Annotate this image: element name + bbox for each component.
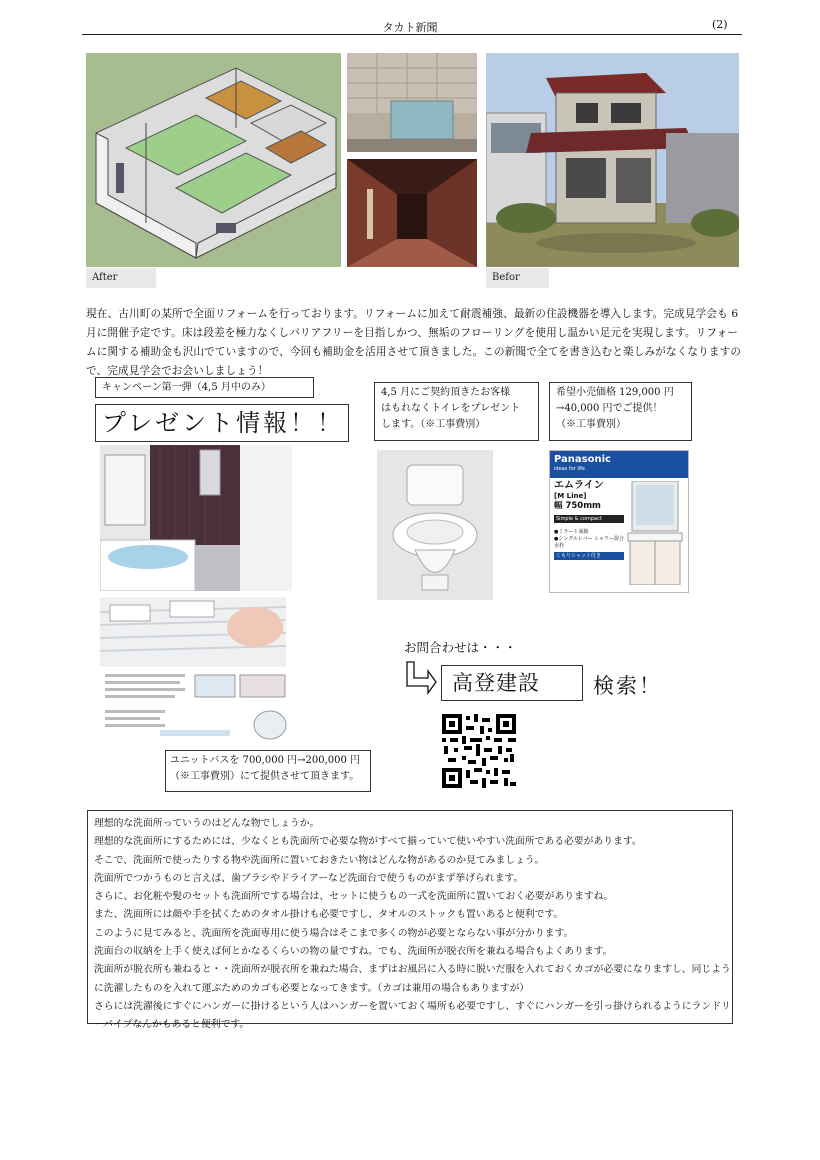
present-headline-box bbox=[95, 404, 349, 442]
feature-antifog: くもりシャット付き bbox=[554, 552, 624, 560]
brand-logo: Panasonic bbox=[554, 454, 611, 465]
campaign-label: キャンペーン第一弾（4,5 月中のみ） bbox=[102, 382, 271, 393]
bath-offer-line1: ユニットバスを 700,000 円→200,000 円 bbox=[170, 755, 361, 766]
qr-code[interactable] bbox=[442, 714, 516, 788]
vanity-offer-box bbox=[549, 382, 692, 441]
feature-mirror: ●ミラー１面鏡 bbox=[554, 529, 589, 535]
toilet-offer-line3: します。（※工事費別） bbox=[381, 419, 486, 430]
header-divider bbox=[82, 34, 742, 35]
company-name-box[interactable] bbox=[441, 665, 583, 701]
feature-faucet: ●シングルレバー シャワー混合水栓 bbox=[554, 536, 625, 549]
contact-label: お問合わせは・・・ bbox=[404, 640, 517, 655]
newspaper-title: タカト新聞 bbox=[382, 21, 438, 34]
product-model: [M Line] bbox=[554, 492, 587, 500]
article-line: さらには洗濯後にすぐにハンガーに掛けるという人はハンガーを置いておく場所も必要ですし、すぐにハンガーを引っ掛けられるようにランドリーパイプなんかもあると便利です。 bbox=[94, 1000, 731, 1031]
article-line: 理想的な洗面所っていうのはどんな物でしょうか。 bbox=[94, 818, 320, 829]
article-line: 理想的な洗面所にするためには、少なくとも洗面所で必要な物がすべて揃っていて使いやすい洗面所である必要があります。 bbox=[94, 836, 642, 848]
product-width: 幅 750mm bbox=[554, 501, 601, 511]
article-line: このように見てみると、洗面所を洗面専用に使う場合はそこまで多くの物が必要とならない事が分かります。 bbox=[94, 927, 574, 939]
search-label: 検索！ bbox=[593, 674, 662, 698]
page-number: (2) bbox=[712, 18, 728, 31]
old-hallway-photo bbox=[347, 159, 477, 267]
bath-offer-line2: （※工事費別）にて提供させて頂きます。 bbox=[170, 771, 360, 782]
vanity-catalog bbox=[549, 450, 689, 593]
campaign-label-box bbox=[95, 377, 314, 398]
article-line: そこで、洗面所で使ったりする物や洗面所に置いておきたい物はどんな物があるのか見てみましょう。 bbox=[94, 854, 545, 866]
bath-offer-box bbox=[165, 750, 371, 792]
toilet-offer-line2: はもれなくトイレをプレゼント bbox=[381, 403, 521, 414]
vanity-offer-line1: 希望小売価格 129,000 円 bbox=[556, 387, 674, 398]
unit-bath-image bbox=[100, 445, 292, 591]
product-badge: Simple & compact bbox=[554, 515, 624, 523]
present-headline: プレゼント情報！！ bbox=[102, 409, 345, 437]
bath-floor-detail-image bbox=[100, 597, 286, 667]
intro-paragraph: 現在、古川町の某所で全面リフォームを行っております。リフォームに加えて耐震補強、最新の住設機器を導入します。完成見学会も 6 月に開催予定です。床は段差を極力なくしバリアフリーを目指しかつ、無垢のフローリングを使用し温かい足元を実現します。リフォームに関する補助金も沢山でていますので、今回も補助金を活用させて頂きました。この新聞で全てを書き込むと楽しみがなくなりますので、完成見学会でお会いしましょう！ bbox=[86, 308, 742, 377]
toilet-offer-box bbox=[374, 382, 539, 441]
bath-feature-diagram bbox=[100, 670, 292, 745]
article-line: 洗面所でつかうものと言えば、歯ブラシやドライアーなど洗面台で使うものがまず挙げられます。 bbox=[94, 872, 524, 884]
old-bathroom-photo bbox=[347, 53, 477, 152]
product-name: エムライン bbox=[554, 480, 604, 491]
article-line: さらに、お化粧や髪のセットも洗面所でする場合は、セットに使うもの一式を洗面所に置いておく必要がありますね。 bbox=[94, 891, 614, 903]
house-exterior-photo bbox=[486, 53, 739, 267]
arrow-icon bbox=[404, 660, 438, 696]
before-caption: Befor bbox=[486, 268, 549, 288]
toilet-image bbox=[377, 450, 493, 600]
article-line: 洗面所が脱衣所も兼ねると・・洗面所が脱衣所を兼ねた場合、まずはお風呂に入る時に脱いだ服を入れておくカゴが必要になりますし、同じように洗濯したものを入れて運ぶためのカゴも必要となってきます。（カゴは兼用の場合もありますが） bbox=[94, 964, 731, 994]
after-caption: After bbox=[86, 268, 156, 288]
brand-tagline: ideas for life bbox=[554, 466, 585, 472]
vanity-offer-line2: →40,000 円でご提供！ bbox=[556, 403, 663, 414]
company-name: 高登建設 bbox=[452, 671, 540, 695]
vanity-offer-line3: （※工事費別） bbox=[556, 419, 626, 430]
washroom-article bbox=[87, 810, 733, 1031]
after-floorplan-image bbox=[86, 53, 341, 267]
toilet-offer-line1: 4,5 月にご契約頂きたお客様 bbox=[381, 387, 511, 398]
article-line: また、洗面所には顔や手を拭くためのタオル掛けも必要ですし、タオルのストックも置いあると便利です。 bbox=[94, 909, 564, 921]
article-line: 洗面台の収納を上手く使えば何とかなるくらいの物の量ですね。でも、洗面所が脱衣所を兼ねる場合もよくあります。 bbox=[94, 946, 613, 958]
